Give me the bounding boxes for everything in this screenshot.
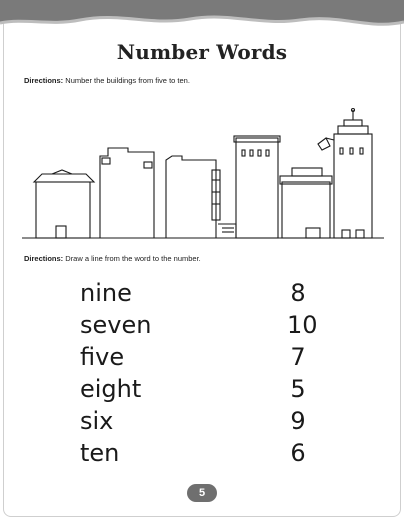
building-5-short <box>280 168 332 238</box>
building-2-tall <box>100 148 154 238</box>
word-ten: ten <box>80 439 120 467</box>
page-title: Number Words <box>116 40 288 64</box>
word-eight: eight <box>80 375 142 403</box>
buildings-illustration <box>0 100 404 246</box>
directions-text: Number the buildings from five to ten. <box>63 76 190 85</box>
number-8: 8 <box>290 279 306 307</box>
word-seven: seven <box>80 311 152 339</box>
directions-text: Draw a line from the word to the number. <box>63 254 201 263</box>
word-nine: nine <box>80 279 132 307</box>
building-4-windows <box>234 136 280 238</box>
directions-label: Directions: <box>24 254 64 263</box>
number-10: 10 <box>287 311 318 339</box>
decorative-wave-banner <box>0 0 404 40</box>
directions-matching <box>24 254 201 263</box>
page-number-badge: 5 <box>187 484 217 502</box>
word-five: five <box>80 343 125 371</box>
directions-label: Directions: <box>24 76 64 85</box>
number-6: 6 <box>290 439 306 467</box>
number-9: 9 <box>290 407 306 435</box>
building-6-tallest <box>318 109 372 239</box>
directions-buildings <box>24 76 190 85</box>
number-7: 7 <box>290 343 306 371</box>
word-six: six <box>80 407 114 435</box>
building-3-ladder <box>166 156 236 238</box>
number-5: 5 <box>290 375 306 403</box>
building-1-awning <box>34 170 94 238</box>
